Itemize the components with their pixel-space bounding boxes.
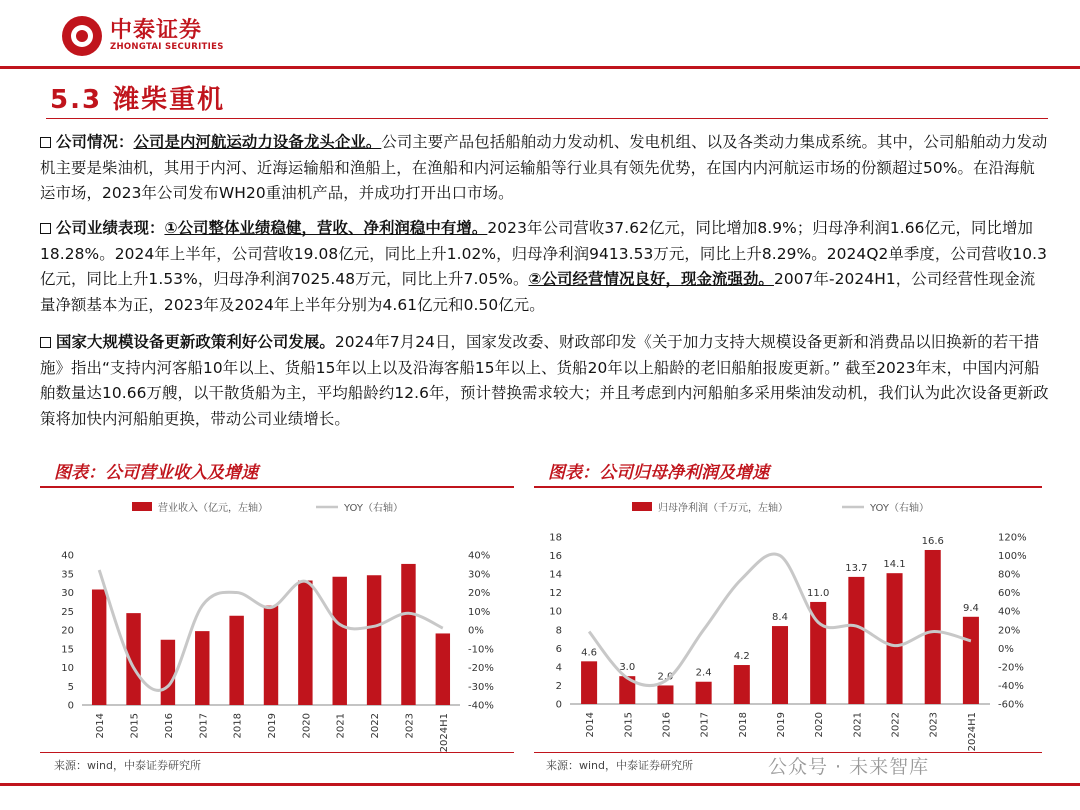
x-axis-tick-label: 2020 <box>301 713 313 739</box>
left-axis-tick-label: 15 <box>61 644 74 656</box>
left-axis-tick-label: 12 <box>549 588 562 600</box>
x-axis-tick-label: 2022 <box>370 713 382 739</box>
bar-data-label: 9.4 <box>962 602 979 614</box>
bar <box>229 616 243 705</box>
right-axis-tick-label: 40% <box>468 550 491 562</box>
legend-bar-label: 营业收入（亿元，左轴） <box>158 503 268 514</box>
left-axis-tick-label: 8 <box>555 625 562 637</box>
paragraph-company-overview <box>40 130 1050 207</box>
right-axis-tick-label: 100% <box>998 551 1027 563</box>
paragraph-policy <box>40 330 1050 432</box>
chart-revenue <box>40 490 514 752</box>
right-axis-tick-label: -40% <box>998 680 1024 692</box>
bar <box>92 590 106 706</box>
bar-data-label: 2.4 <box>695 667 712 679</box>
bar <box>298 581 312 706</box>
x-axis-tick-label: 2020 <box>814 712 826 738</box>
chart-profit <box>534 490 1042 752</box>
left-axis-tick-label: 10 <box>549 606 562 618</box>
right-axis-tick-label: 0% <box>468 625 484 637</box>
p1-headline: 公司是内河航运动力设备龙头企业。 <box>133 133 382 151</box>
bar-data-label: 8.4 <box>772 612 788 624</box>
bar-data-label: 14.1 <box>883 559 906 571</box>
right-axis-tick-label: 120% <box>998 532 1027 544</box>
left-axis-tick-label: 14 <box>549 569 562 581</box>
left-axis-tick-label: 30 <box>61 588 74 599</box>
p3-label: 国家大规模设备更新政策利好公司发展。 <box>56 333 335 351</box>
bar <box>925 550 941 704</box>
bar <box>848 577 864 704</box>
bar <box>367 575 381 705</box>
bar <box>963 617 979 704</box>
right-axis-tick-label: -60% <box>998 699 1024 711</box>
left-axis-tick-label: 6 <box>555 643 562 655</box>
p2-text-1: 2023年公司营收37.62亿元，同比增加8.9%；归母净利润1.66亿元，同比增加18.28%。2024年上半年，公司营收19.08亿元，同比上升1.02%，归母净利润9413.53万元，同比上升8.29%。2024Q2单季度，公司营收10.3亿元，同比上升1.53%，归母净利润7025.48万元，同比上升7.05%。 <box>40 219 1048 288</box>
legend-line-label: YOY（右轴） <box>870 503 929 514</box>
x-axis-tick-label: 2018 <box>737 712 749 738</box>
right-axis-tick-label: 20% <box>998 625 1021 637</box>
p3-text: 2024年7月24日，国家发改委、财政部印发《关于加力支持大规模设备更新和消费品以旧换新的若干措施》指出“支持内河客船10年以上、货船15年以上以及沿海客船15年以上、货船20年以上船龄的老旧船舶报废更新。” 截至2023年末，中国内河船舶数量达10.66万艘，以干散货船为主，平均船龄约12.6年，预计替换需求较大；并且考虑到内河船舶多采用柴油发动机，我们认为此次设备更新政策将加快内河船舶更换，带动公司业绩增长。 <box>40 333 1049 428</box>
bar-data-label: 11.0 <box>807 587 830 599</box>
footer-divider <box>0 783 1080 786</box>
chart-profit-header <box>534 456 1042 488</box>
bar <box>581 661 597 704</box>
chart-revenue-source: 来源：wind，中泰证券研究所 <box>54 759 202 772</box>
bar <box>436 633 450 705</box>
bar <box>401 564 415 705</box>
right-axis-tick-label: 80% <box>998 569 1021 581</box>
x-axis-tick-label: 2023 <box>404 713 416 739</box>
bar <box>734 665 750 704</box>
left-axis-tick-label: 5 <box>67 681 74 693</box>
chart-revenue-header <box>40 456 514 488</box>
x-axis-tick-label: 2019 <box>776 712 787 738</box>
x-axis-tick-label: 2022 <box>890 712 902 738</box>
legend-bar-label: 归母净利润（千万元，左轴） <box>658 503 788 514</box>
left-axis-tick-label: 20 <box>61 625 74 637</box>
logo-chinese-name: 中泰证券 <box>110 18 203 44</box>
checkbox-bullet-icon <box>40 223 51 234</box>
legend-line-label: YOY（右轴） <box>344 503 403 514</box>
bar <box>161 640 175 705</box>
x-axis-tick-label: 2014 <box>95 713 107 739</box>
x-axis-tick-label: 2014 <box>585 712 597 738</box>
right-axis-tick-label: 30% <box>468 569 491 581</box>
x-axis-tick-label: 2016 <box>163 713 175 739</box>
left-axis-tick-label: 0 <box>555 699 562 711</box>
chart-revenue-bottom-rule <box>40 752 514 753</box>
right-axis-tick-label: -10% <box>468 644 494 656</box>
p1-text: 公司主要产品包括船舶动力发动机、发电机组、以及各类动力集成系统。其中，公司船舶动力发动机主要是柴油机，其用于内河、近海运输船和渔船上，在渔船和内河运输船等行业具有领先优势，在国内内河航运市场的份额超过50%。在沿海航运市场，2023年公司发布WH20重油机产品，并成功打开出口市场。 <box>40 133 1048 202</box>
bar <box>264 606 278 705</box>
right-axis-tick-label: 0% <box>998 643 1014 655</box>
x-axis-tick-label: 2024H1 <box>966 712 978 752</box>
x-axis-tick-label: 2015 <box>623 712 635 738</box>
header-divider <box>0 66 1080 69</box>
bar <box>333 577 347 705</box>
left-axis-tick-label: 16 <box>549 551 562 563</box>
p2-headline-2: ②公司经营情况良好，现金流强劲。 <box>528 270 774 288</box>
x-axis-tick-label: 2017 <box>699 712 711 738</box>
x-axis-tick-label: 2023 <box>928 712 940 738</box>
left-axis-tick-label: 10 <box>61 663 74 674</box>
checkbox-bullet-icon <box>40 337 51 348</box>
left-axis-tick-label: 18 <box>549 532 562 544</box>
x-axis-tick-label: 2016 <box>661 712 673 738</box>
p1-label: 公司情况： <box>56 133 134 151</box>
bar-data-label: 3.0 <box>619 662 636 674</box>
bar <box>657 685 673 704</box>
x-axis-tick-label: 2024H1 <box>438 713 450 752</box>
bar <box>696 682 712 704</box>
section-title: 5.3 潍柴重机 <box>50 85 226 115</box>
logo-icon <box>62 16 102 56</box>
bar-data-label: 4.2 <box>733 651 750 663</box>
p2-text-2: 2007年-2024H1，公司经营性现金流量净额基本为正，2023年及2024年上半年分别为4.61亿元和0.50亿元。 <box>40 270 1036 314</box>
p2-label: 公司业绩表现： <box>56 219 165 237</box>
bar-data-label: 16.6 <box>921 535 944 547</box>
right-axis-tick-label: -20% <box>468 663 494 674</box>
right-axis-tick-label: 60% <box>998 588 1021 600</box>
x-axis-tick-label: 2015 <box>129 713 141 739</box>
p2-headline-1: ①公司整体业绩稳健，营收、净利润稳中有增。 <box>164 219 488 237</box>
x-axis-tick-label: 2021 <box>335 713 347 739</box>
chart-profit-source: 来源：wind，中泰证券研究所 <box>546 759 694 772</box>
right-axis-tick-label: -30% <box>468 681 494 693</box>
legend-bar-swatch <box>632 502 652 511</box>
right-axis-tick-label: -20% <box>998 662 1024 674</box>
bar-data-label: 13.7 <box>845 562 868 574</box>
left-axis-tick-label: 40 <box>61 550 74 562</box>
left-axis-tick-label: 25 <box>61 606 74 618</box>
x-axis-tick-label: 2021 <box>852 712 864 738</box>
company-logo <box>62 16 224 56</box>
bar <box>887 573 903 704</box>
right-axis-tick-label: 40% <box>998 606 1021 618</box>
legend-bar-swatch <box>132 502 152 511</box>
right-axis-tick-label: 10% <box>468 606 491 618</box>
bar <box>195 631 209 705</box>
bar-data-label: 4.6 <box>581 647 598 659</box>
left-axis-tick-label: 4 <box>555 662 562 674</box>
x-axis-tick-label: 2018 <box>232 713 244 739</box>
left-axis-tick-label: 35 <box>61 569 74 581</box>
chart-profit-title: 图表：公司归母净利润及增速 <box>548 463 769 483</box>
x-axis-tick-label: 2019 <box>267 713 278 739</box>
bar <box>772 626 788 704</box>
left-axis-tick-label: 2 <box>555 680 562 692</box>
bar-data-label: 2.0 <box>657 671 674 683</box>
chart-revenue-title: 图表：公司营业收入及增速 <box>54 463 258 483</box>
right-axis-tick-label: 20% <box>468 588 491 599</box>
logo-english-name: ZHONGTAI SECURITIES <box>110 42 224 53</box>
title-divider <box>46 118 1048 119</box>
watermark: 公众号 · 未来智库 <box>768 756 930 778</box>
left-axis-tick-label: 0 <box>67 700 74 712</box>
checkbox-bullet-icon <box>40 137 51 148</box>
paragraph-performance <box>40 216 1050 318</box>
x-axis-tick-label: 2017 <box>198 713 210 739</box>
right-axis-tick-label: -40% <box>468 700 494 712</box>
